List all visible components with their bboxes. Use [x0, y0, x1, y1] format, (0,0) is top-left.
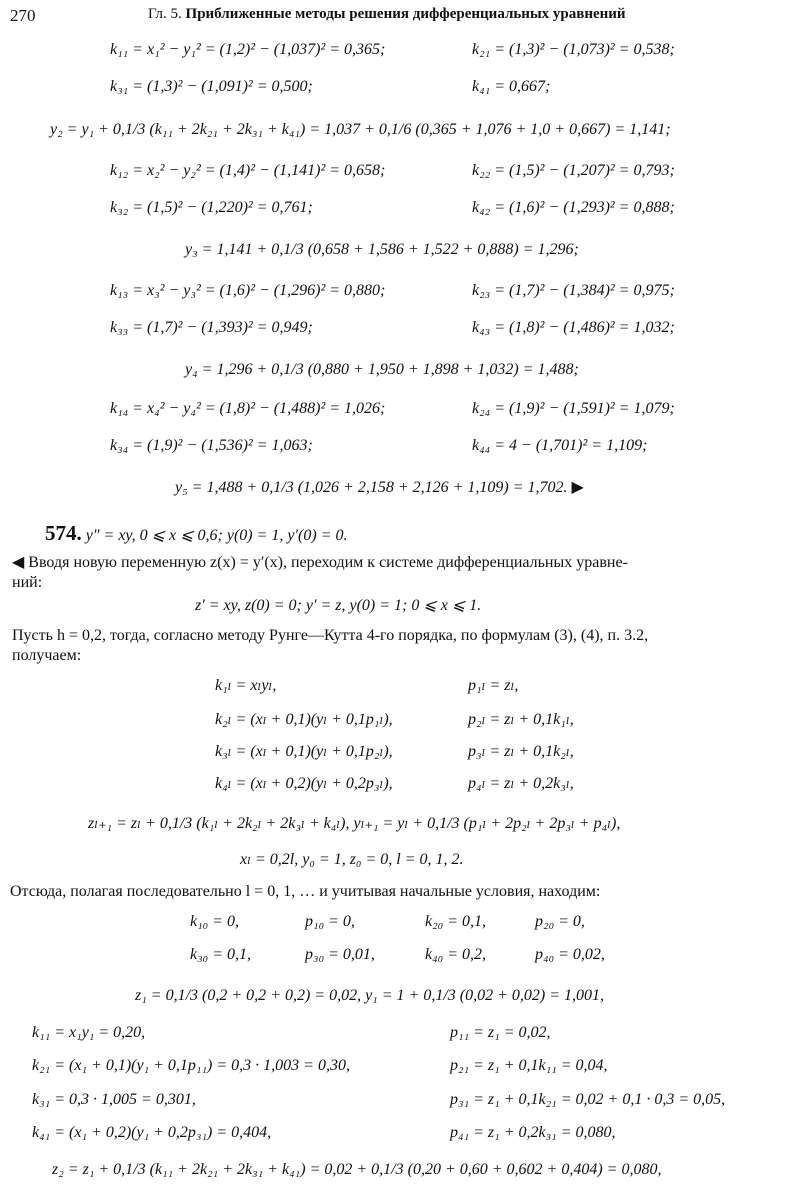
equation-line: xₗ = 0,2l, y₀ = 1, z₀ = 0, l = 0, 1, 2.	[240, 851, 464, 868]
equation-line: k₂ₗ = (xₗ + 0,1)(yₗ + 0,1p₁ₗ),	[215, 711, 393, 728]
equation-line: k₄₂ = (1,6)² − (1,293)² = 0,888;	[472, 199, 675, 216]
equation-line: z′ = xy, z(0) = 0; y′ = z, y(0) = 1; 0 ⩽ x ⩽ 1.	[195, 597, 482, 614]
equation-line: p₁₁ = z₁ = 0,02,	[450, 1024, 551, 1041]
paragraph-line: Отсюда, полагая последовательно l = 0, 1, … и учитывая начальные условия, находим:	[10, 883, 601, 900]
equation-line: k₃₀ = 0,1,	[190, 946, 252, 963]
equation-line: p₂ₗ = zₗ + 0,1k₁ₗ,	[468, 711, 574, 728]
equation-line: k₄₁ = 0,667;	[472, 78, 551, 95]
equation-line: p₂₀ = 0,	[535, 913, 585, 930]
equation-line: p₄ₗ = zₗ + 0,2k₃ₗ,	[468, 775, 574, 792]
paragraph-line: получаем:	[12, 647, 82, 664]
equation-line: k₂₃ = (1,7)² − (1,384)² = 0,975;	[472, 282, 675, 299]
equation-line: z₂ = z₁ + 0,1/3 (k₁₁ + 2k₂₁ + 2k₃₁ + k₄₁) = 0,02 + 0,1/3 (0,20 + 0,60 + 0,602 + 0,404) = 0,080,	[52, 1161, 662, 1178]
equation-line: p₃₁ = z₁ + 0,1k₂₁ = 0,02 + 0,1 · 0,3 = 0,05,	[450, 1091, 726, 1108]
paragraph-line: Пусть h = 0,2, тогда, согласно методу Рунге—Кутта 4-го порядка, по формулам (3), (4), п. 3.2,	[12, 627, 649, 644]
equation-line: k₁₃ = x₃² − y₃² = (1,6)² − (1,296)² = 0,880;	[110, 282, 386, 299]
equation-line: k₂₁ = (1,3)² − (1,073)² = 0,538;	[472, 41, 675, 58]
equation-line: k₂₂ = (1,5)² − (1,207)² = 0,793;	[472, 162, 675, 179]
equation-line: k₃₁ = (1,3)² − (1,091)² = 0,500;	[110, 78, 313, 95]
equation-line: y₂ = y₁ + 0,1/3 (k₁₁ + 2k₂₁ + 2k₃₁ + k₄₁) = 1,037 + 0,1/6 (0,365 + 1,076 + 1,0 + 0,667) = 1,141;	[50, 121, 671, 138]
chapter-title: Приближенные методы решения дифференциальных уравнений	[185, 6, 626, 22]
equation-line: k₄₃ = (1,8)² − (1,486)² = 1,032;	[472, 319, 675, 336]
equation-line: k₁₄ = x₄² − y₄² = (1,8)² − (1,488)² = 1,026;	[110, 400, 386, 417]
problem-number: 574.	[45, 521, 82, 545]
equation-line: k₄₄ = 4 − (1,701)² = 1,109;	[472, 437, 648, 454]
equation-line: p₃ₗ = zₗ + 0,1k₂ₗ,	[468, 743, 574, 760]
equation-line: k₃₁ = 0,3 · 1,005 = 0,301,	[32, 1091, 196, 1108]
equation-line: k₂₀ = 0,1,	[425, 913, 487, 930]
equation-line: p₃₀ = 0,01,	[305, 946, 375, 963]
running-header	[148, 6, 626, 23]
equation-line: k₄ₗ = (xₗ + 0,2)(yₗ + 0,2p₃ₗ),	[215, 775, 393, 792]
equation-line: k₁₁ = x₁y₁ = 0,20,	[32, 1024, 146, 1041]
equation-line: k₃ₗ = (xₗ + 0,1)(yₗ + 0,1p₂ₗ),	[215, 743, 393, 760]
page-number: 270	[10, 6, 36, 25]
equation-line: y₅ = 1,488 + 0,1/3 (1,026 + 2,158 + 2,126 + 1,109) = 1,702. ▶	[175, 479, 584, 496]
equation-line: k₁₀ = 0,	[190, 913, 240, 930]
equation-line: p₄₀ = 0,02,	[535, 946, 605, 963]
equation-line: k₄₁ = (x₁ + 0,2)(y₁ + 0,2p₃₁) = 0,404,	[32, 1124, 272, 1141]
problem-heading	[45, 523, 347, 544]
chapter-label: Гл. 5.	[148, 6, 182, 22]
equation-line: k₂₄ = (1,9)² − (1,591)² = 1,079;	[472, 400, 675, 417]
equation-line: k₁ₗ = xₗyₗ,	[215, 677, 277, 694]
equation-line: p₁₀ = 0,	[305, 913, 355, 930]
equation-line: zₗ₊₁ = zₗ + 0,1/3 (k₁ₗ + 2k₂ₗ + 2k₃ₗ + k₄ₗ), yₗ₊₁ = yₗ + 0,1/3 (p₁ₗ + 2p₂ₗ + 2p₃ₗ + p₄ₗ),	[88, 815, 621, 832]
paragraph-line: ◀ Вводя новую переменную z(x) = y′(x), переходим к системе дифференциальных уравне-	[12, 554, 628, 571]
equation-line: k₁₁ = x₁² − y₁² = (1,2)² − (1,037)² = 0,365;	[110, 41, 386, 58]
equation-line: k₃₃ = (1,7)² − (1,393)² = 0,949;	[110, 319, 313, 336]
paragraph-line: ний:	[12, 574, 43, 591]
equation-line: k₄₀ = 0,2,	[425, 946, 487, 963]
equation-line: k₂₁ = (x₁ + 0,1)(y₁ + 0,1p₁₁) = 0,3 · 1,003 = 0,30,	[32, 1057, 350, 1074]
problem-statement: y″ = xy, 0 ⩽ x ⩽ 0,6; y(0) = 1, y′(0) = 0.	[85, 527, 348, 544]
equation-line: k₃₄ = (1,9)² − (1,536)² = 1,063;	[110, 437, 313, 454]
equation-line: p₄₁ = z₁ + 0,2k₃₁ = 0,080,	[450, 1124, 616, 1141]
equation-line: p₂₁ = z₁ + 0,1k₁₁ = 0,04,	[450, 1057, 608, 1074]
equation-line: k₁₂ = x₂² − y₂² = (1,4)² − (1,141)² = 0,658;	[110, 162, 386, 179]
equation-line: p₁ₗ = zₗ,	[468, 677, 519, 694]
equation-line: z₁ = 0,1/3 (0,2 + 0,2 + 0,2) = 0,02, y₁ = 1 + 0,1/3 (0,02 + 0,02) = 1,001,	[135, 987, 605, 1004]
equation-line: k₃₂ = (1,5)² − (1,220)² = 0,761;	[110, 199, 313, 216]
equation-line: y₃ = 1,141 + 0,1/3 (0,658 + 1,586 + 1,522 + 0,888) = 1,296;	[185, 241, 579, 258]
equation-line: y₄ = 1,296 + 0,1/3 (0,880 + 1,950 + 1,898 + 1,032) = 1,488;	[185, 361, 579, 378]
